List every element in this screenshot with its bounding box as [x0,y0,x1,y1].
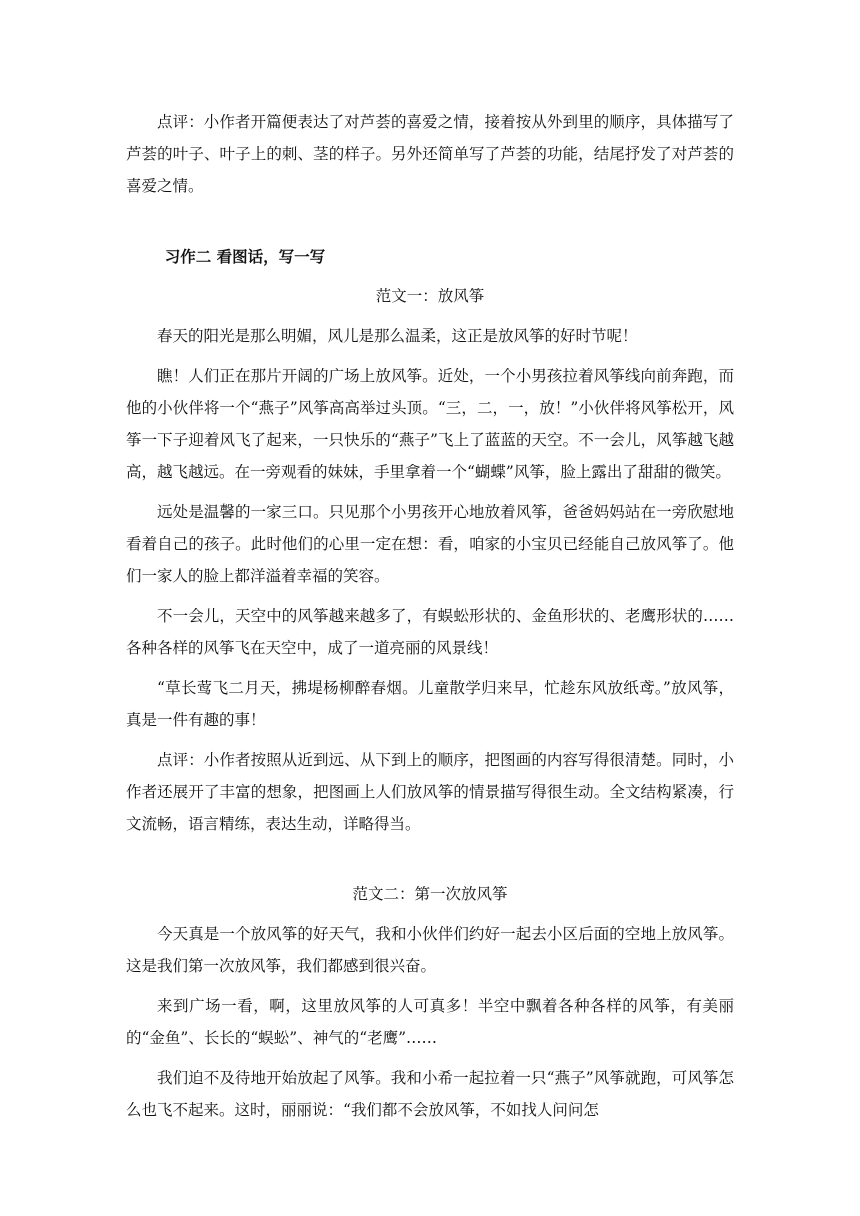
essay-1-paragraph-4: 不一会儿，天空中的风筝越来越多了，有蜈蚣形状的、金鱼形状的、老鹰形状的……各种各样的风筝飞在天空中，成了一道亮丽的风景线！ [126,607,734,657]
essay-1-paragraph-5: “草长莺飞二月天，拂堤杨柳醉春烟。儿童散学归来早，忙趁东风放纸鸢。”放风筝，真是一件有趣的事！ [126,679,734,729]
essay-1-review: 点评：小作者按照从近到远、从下到上的顺序，把图画的内容写得很清楚。同时，小作者还展开了丰富的想象，把图画上人们放风筝的情景描写得很生动。全文结构紧凑，行文流畅，语言精练，表达生动，详略得当。 [126,751,734,833]
essay-2-paragraph-2: 来到广场一看，啊，这里放风筝的人可真多！半空中飘着各种各样的风筝，有美丽的“金鱼”、长长的“蜈蚣”、神气的“老鹰”…… [126,997,734,1047]
review-paragraph: 点评：小作者开篇便表达了对芦荟的喜爱之情，接着按从外到里的顺序，具体描写了芦荟的叶子、叶子上的刺、茎的样子。另外还简单写了芦荟的功能，结尾抒发了对芦荟的喜爱之情。 [126,113,734,195]
essay-1 [126,280,734,840]
section-heading: 习作二 看图话，写一写 [164,248,326,266]
essay-1-paragraph-1: 春天的阳光是那么明媚，风儿是那么温柔，这正是放风筝的好时节呢！ [157,327,638,345]
essay-1-paragraph-2: 瞧！人们正在那片开阔的广场上放风筝。近处，一个小男孩拉着风筝线向前奔跑，而他的小伙伴将一个“燕子”风筝高高举过头顶。“三，二，一，放！”小伙伴将风筝松开，风筝一下子迎着风飞了起来，一只快乐的“燕子”飞上了蓝蓝的天空。不一会儿，风筝越飞越高，越飞越远。在一旁观看的妹妹，手里拿着一个“蝴蝶”风筝，脸上露出了甜甜的微笑。 [126,367,734,481]
essay-1-paragraph-3: 远处是温馨的一家三口。只见那个小男孩开心地放着风筝，爸爸妈妈站在一旁欣慰地看着自己的孩子。此时他们的心里一定在想：看，咱家的小宝贝已经能自己放风筝了。他们一家人的脸上都洋溢着幸福的笑容。 [126,503,734,585]
essay-2 [126,878,734,1126]
essay-2-paragraph-3: 我们迫不及待地开始放起了风筝。我和小希一起拉着一只“燕子”风筝就跑，可风筝怎么也飞不起来。这时，丽丽说：“我们都不会放风筝，不如找人问问怎 [126,1069,734,1119]
essay-1-title: 范文一：放风筝 [375,287,485,305]
review-block-1 [126,106,734,202]
section-heading-block [126,241,734,273]
essay-2-paragraph-1: 今天真是一个放风筝的好天气，我和小伙伴们约好一起去小区后面的空地上放风筝。这是我们第一次放风筝，我们都感到很兴奋。 [126,925,734,975]
essay-2-title: 范文二：第一次放风筝 [352,885,508,903]
